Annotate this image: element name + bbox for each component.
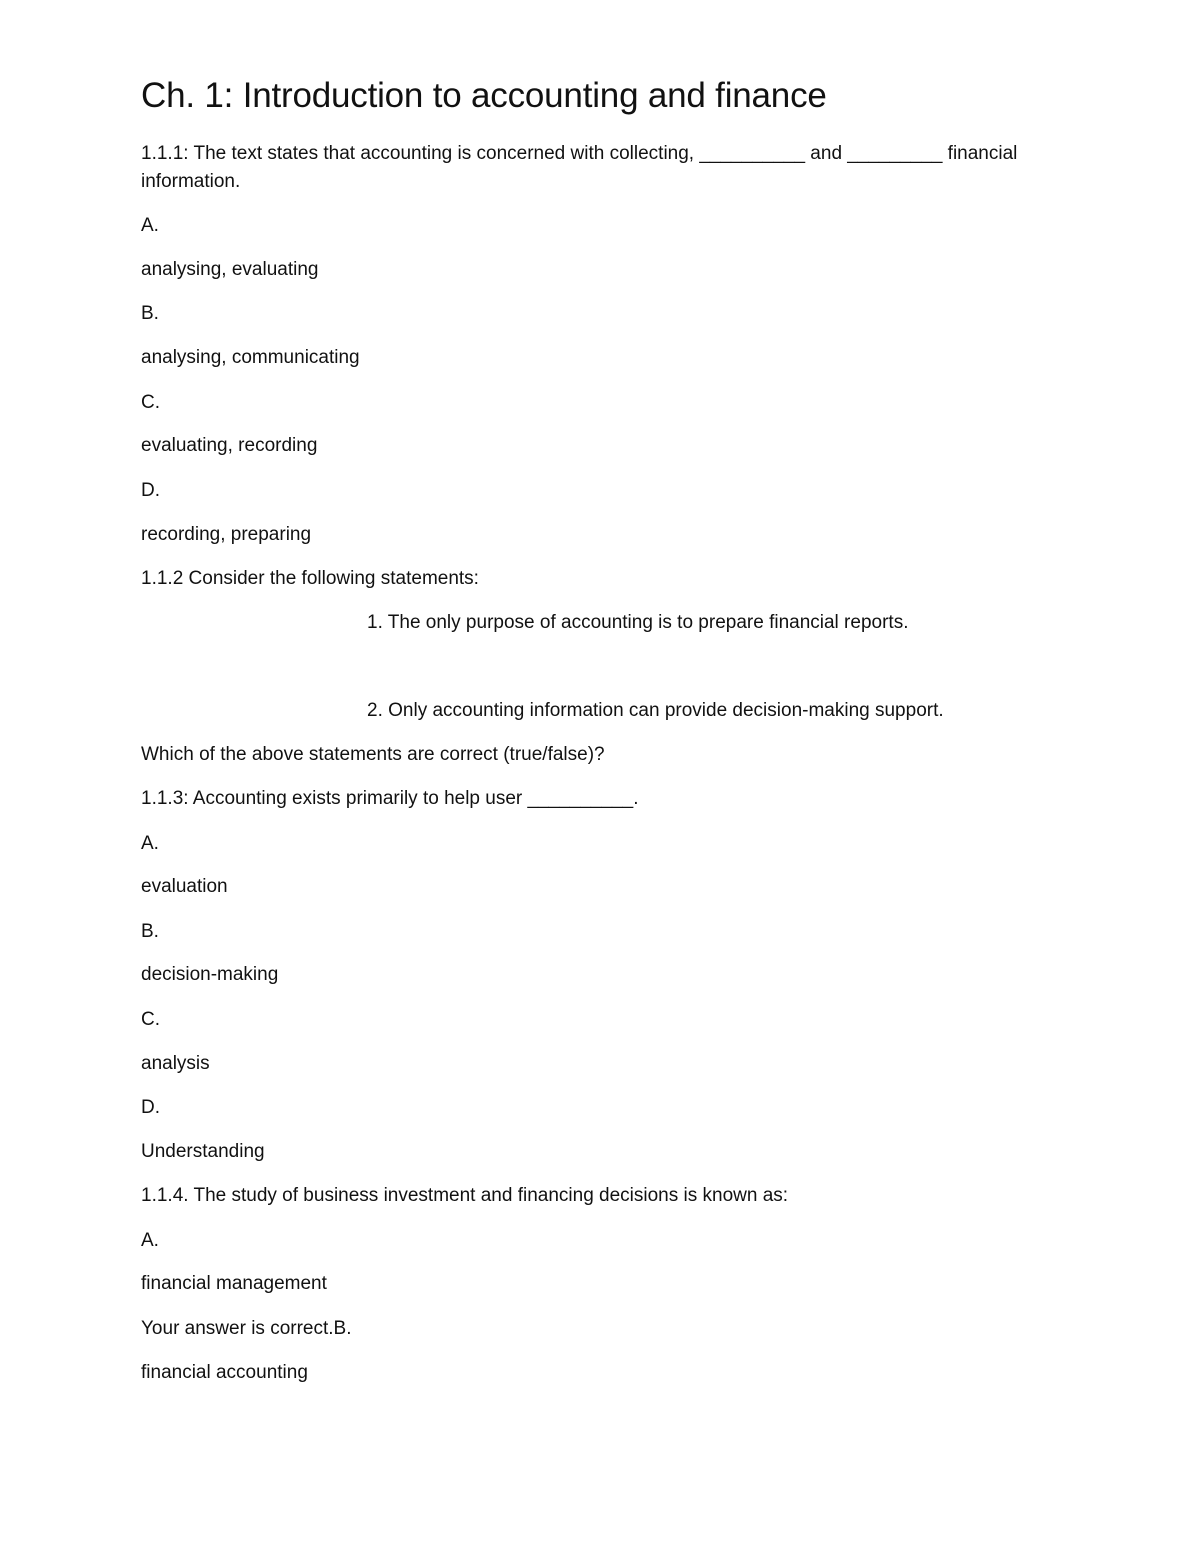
option-label-a: A.	[141, 833, 159, 854]
option-label-b: B.	[141, 921, 159, 942]
option-text: analysing, communicating	[141, 347, 360, 368]
option-label-c: C.	[141, 1009, 160, 1030]
statement-2: 2. Only accounting information can provide decision-making support.	[367, 700, 944, 721]
option-text: evaluation	[141, 876, 228, 897]
option-text: financial management	[141, 1273, 327, 1294]
option-text: analysing, evaluating	[141, 259, 319, 280]
question-1-1-4: 1.1.4. The study of business investment and financing decisions is known as:	[141, 1185, 789, 1206]
answer-feedback: Your answer is correct.B.	[141, 1318, 352, 1339]
option-text: financial accounting	[141, 1362, 308, 1383]
question-1-1-2: 1.1.2 Consider the following statements:	[141, 568, 479, 589]
option-text: recording, preparing	[141, 524, 312, 545]
question-prompt: Which of the above statements are correct (true/false)?	[141, 744, 605, 765]
option-text: decision-making	[141, 964, 279, 985]
option-label-b: B.	[141, 303, 159, 324]
option-label-d: D.	[141, 480, 160, 501]
option-label-a: A.	[141, 1230, 159, 1251]
option-text: analysis	[141, 1053, 210, 1074]
question-1-1-1: 1.1.1: The text states that accounting is concerned with collecting, __________ and _________ financial information.	[141, 143, 1018, 192]
option-label-c: C.	[141, 392, 160, 413]
statement-1: 1. The only purpose of accounting is to prepare financial reports.	[367, 612, 909, 633]
option-text: evaluating, recording	[141, 435, 318, 456]
option-label-d: D.	[141, 1097, 160, 1118]
question-1-1-3: 1.1.3: Accounting exists primarily to help user __________.	[141, 788, 639, 809]
page-title: Ch. 1: Introduction to accounting and finance	[141, 76, 827, 115]
option-text: Understanding	[141, 1141, 265, 1162]
option-label-a: A.	[141, 215, 159, 236]
